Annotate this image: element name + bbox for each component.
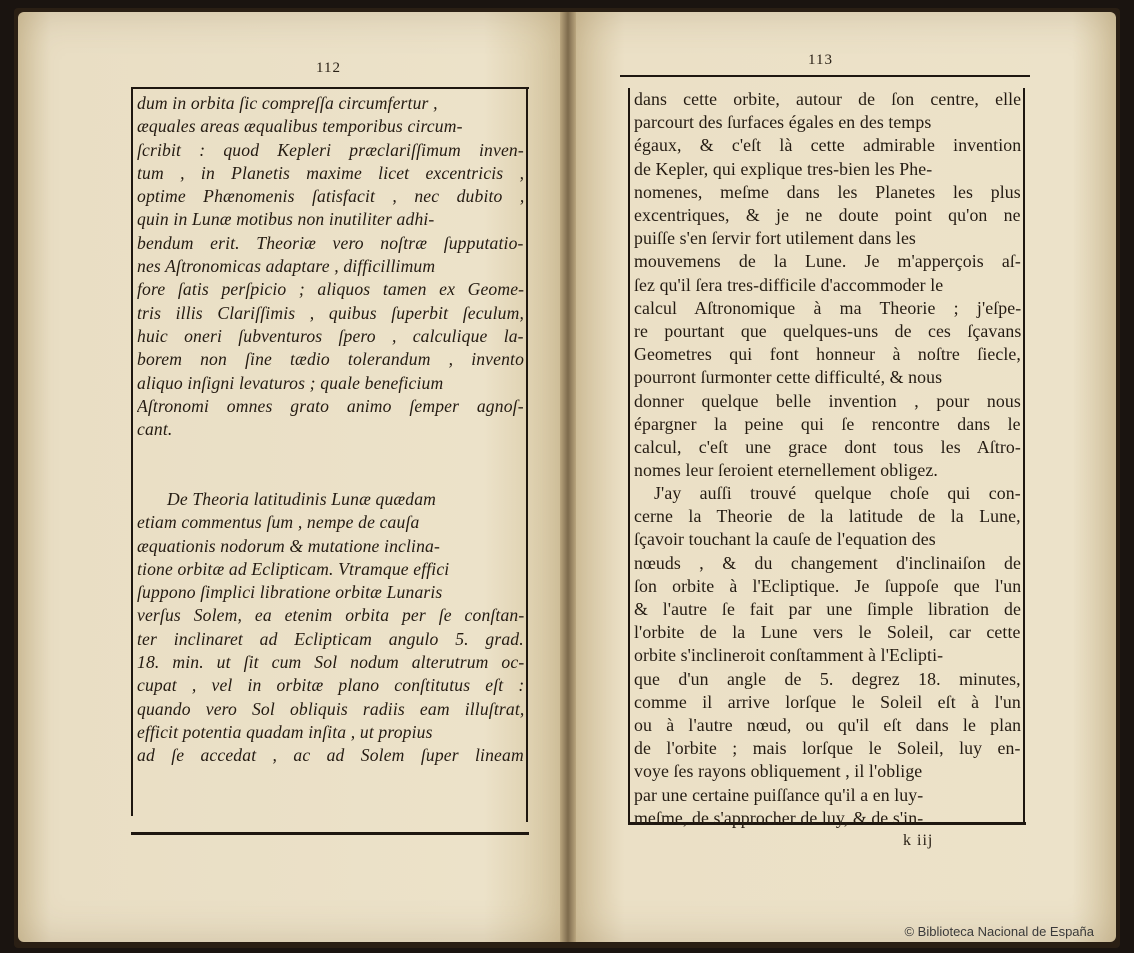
left-page-number: 112 — [316, 60, 341, 76]
text-line: calcul Aſtronomique à ma Theorie ; j'eſpe- — [634, 297, 1021, 318]
text-line: dans cette orbite, autour de ſon centre, elle — [634, 89, 1021, 109]
left-bottom-rule — [131, 832, 529, 835]
copyright-watermark: © Biblioteca Nacional de España — [904, 924, 1094, 939]
text-line: excentriques, & je ne doute point qu'on ne — [634, 205, 1021, 226]
text-line: égaux, & c'eſt là cette admirable invention — [634, 135, 1021, 156]
text-line: cerne la Theorie de la latitude de la Lune, — [634, 506, 1021, 527]
text-line: De Theoria latitudinis Lunæ quædam — [167, 489, 437, 509]
text-line: comme il arrive lorſque le Soleil eſt à l'un — [634, 691, 1021, 712]
text-line: ou à l'autre nœud, ou qu'il eſt dans le plan — [634, 715, 1021, 736]
right-page-number: 113 — [808, 52, 833, 68]
text-line: de Kepler, qui explique tres-bien les Phe- — [634, 158, 933, 179]
text-line: quin in Lunæ motibus non inutiliter adhi- — [137, 209, 435, 230]
text-line: re pourtant que quelques-uns de ces ſçavans — [634, 321, 1021, 342]
text-line: ter inclinaret ad Eclipticam angulo 5. grad. — [137, 628, 524, 649]
text-line: borem non ſine tædio tolerandum , invento — [137, 349, 524, 370]
text-line: l'orbite de la Lune vers le Soleil, car cette — [634, 622, 1021, 643]
text-line: parcourt des ſurfaces égales en des temps — [634, 112, 932, 133]
text-line: nes Aſtronomicas adaptare , difficillimum — [137, 256, 436, 277]
text-line: par une certaine puiſſance qu'il a en luy- — [634, 784, 924, 805]
text-line: æquales areas æqualibus temporibus circum- — [137, 116, 463, 137]
right-paragraph-1 — [634, 88, 1021, 482]
text-line: épargner la peine qui ſe rencontre dans le — [634, 413, 1021, 434]
text-line: donner quelque belle invention , pour nous — [634, 390, 1021, 411]
text-line: nomenes, meſme dans les Planetes les plus — [634, 181, 1021, 202]
text-line: calcul, c'eſt une grace dont tous les Aſtro- — [634, 437, 1021, 458]
text-line: fore ſatis perſpicio ; aliquos tamen ex Geome- — [137, 279, 524, 300]
text-line: pourront ſurmonter cette difficulté, & nous — [634, 367, 943, 388]
left-frame-left — [131, 88, 133, 816]
text-line: optime Phænomenis ſatisfacit , nec dubito , — [137, 186, 524, 207]
text-line: etiam commentus ſum , nempe de cauſa — [137, 512, 420, 533]
text-line: verſus Solem, ea etenim orbita per ſe conſtan- — [137, 605, 524, 626]
text-line: cupat , vel in orbitæ plano conſtitutus eſt : — [137, 675, 524, 696]
text-line: ſuppono ſimplici libratione orbitæ Lunaris — [137, 582, 443, 603]
text-line: ad ſe accedat , ac ad Solem ſuper lineam — [137, 745, 524, 766]
text-line: tum , in Planetis maxime licet excentricis , — [137, 162, 524, 183]
right-frame-right — [1023, 88, 1025, 824]
text-line: tris illis Clariſſimis , quibus ſuperbit ſeculum, — [137, 302, 524, 323]
text-line: quando vero Sol obliquis radiis eam illuſtrat, — [137, 698, 524, 719]
left-paragraph-1 — [137, 92, 524, 441]
left-frame-right — [526, 88, 528, 822]
text-line: voye ſes rayons obliquement , il l'oblige — [634, 761, 923, 782]
text-line: que d'un angle de 5. degrez 18. minutes, — [634, 668, 1021, 689]
text-line: nœuds , & du changement d'inclinaiſon de — [634, 552, 1021, 573]
text-line: tione orbitæ ad Eclipticam. Vtramque effici — [137, 558, 450, 579]
text-line: æquationis nodorum & mutatione inclina- — [137, 535, 440, 556]
signature-mark: k iij — [903, 832, 934, 849]
text-line: J'ay auſſi trouvé quelque choſe qui con- — [654, 483, 1021, 503]
text-line: cant. — [137, 419, 173, 440]
left-paragraph-2 — [137, 488, 524, 768]
book-gutter — [560, 12, 576, 942]
text-line: ſon orbite à l'Ecliptique. Je ſuppoſe que l'un — [634, 575, 1021, 596]
text-line: Geometres qui font honneur à noſtre ſiecle, — [634, 344, 1021, 365]
text-line: ſçavoir touchant la cauſe de l'equation des — [634, 529, 936, 550]
text-line: de l'orbite ; mais lorſque le Soleil, luy en- — [634, 738, 1021, 759]
text-line: bendum erit. Theoriæ vero noſtræ ſupputatio- — [137, 232, 524, 253]
right-top-rule — [620, 75, 1030, 77]
text-line: nomes leur ſeroient eternellement obligez. — [634, 460, 938, 481]
text-line: orbite s'inclineroit conſtamment à l'Eclipti- — [634, 645, 944, 666]
text-line: 18. min. ut ſit cum Sol nodum alterutrum oc- — [137, 652, 524, 673]
text-line: puiſſe s'en ſervir fort utilement dans les — [634, 228, 916, 249]
text-line: ſez qu'il ſera tres-difficile d'accommoder le — [634, 274, 944, 295]
text-line: efficit potentia quadam inſita , ut propius — [137, 721, 433, 742]
text-line: ſcribit : quod Kepleri præclariſſimum inven- — [137, 139, 524, 160]
text-line: huic oneri ſubventuros ſpero , calculique la- — [137, 325, 524, 346]
right-frame-left — [628, 88, 630, 824]
text-line: & l'autre ſe fait par une ſimple libration de — [634, 599, 1021, 620]
text-line: meſme, de s'approcher de luy, & de s'in- — [634, 807, 924, 828]
text-line: Aſtronomi omnes grato animo ſemper agnoſ- — [137, 395, 524, 416]
text-line: mouvemens de la Lune. Je m'apperçois aſ- — [634, 251, 1021, 272]
text-line: aliquo inſigni levaturos ; quale beneficium — [137, 372, 444, 393]
right-paragraph-2 — [634, 482, 1021, 830]
text-line: dum in orbita ſic compreſſa circumfertur , — [137, 93, 438, 113]
left-top-rule — [131, 87, 529, 89]
